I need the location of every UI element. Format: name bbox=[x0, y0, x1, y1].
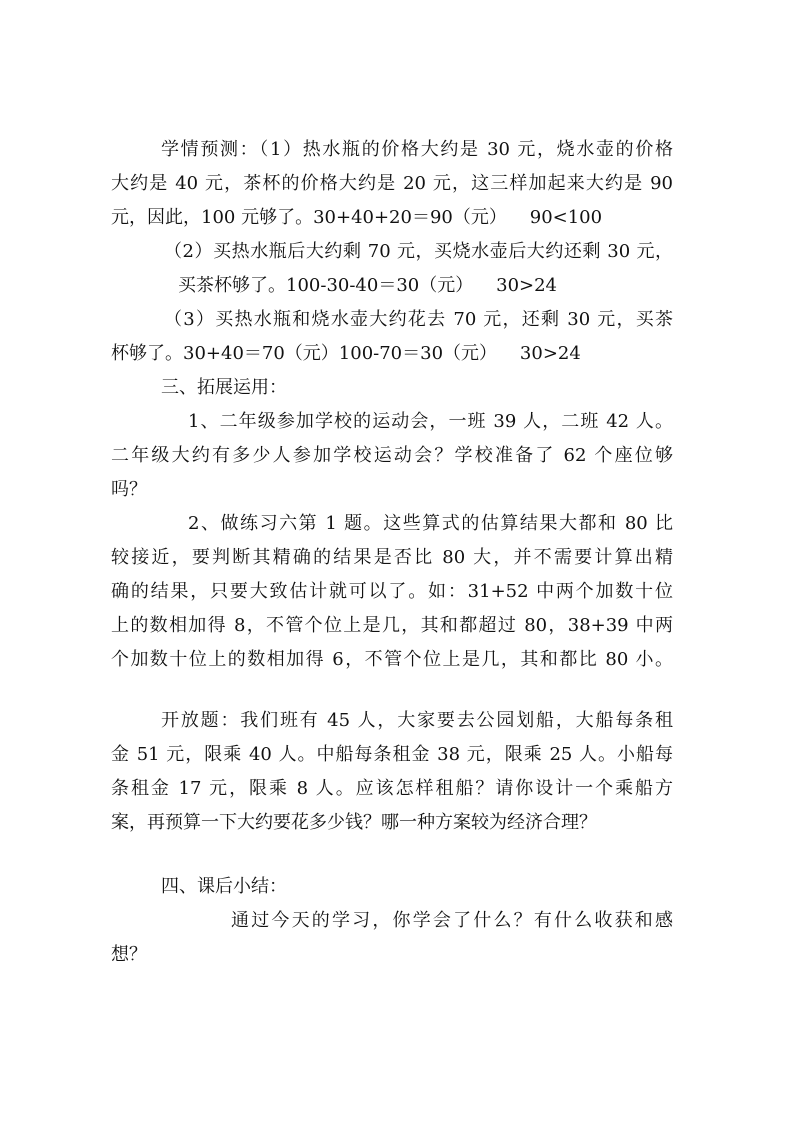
extension-q2-line2: 较接近，要判断其精确的结果是否比 80 大，并不需要计算出精 bbox=[111, 547, 673, 568]
extension-q1-line3: 吗？ bbox=[111, 479, 147, 500]
summary-line2: 想？ bbox=[111, 944, 147, 965]
prediction-p2-line1: （2）买热水瓶后大约剩 70 元，买烧水壶后大约还剩 30 元， bbox=[164, 241, 673, 262]
prediction-p2-line2: 买茶杯够了。100-30-40＝30（元） 30>24 bbox=[178, 275, 558, 296]
extension-q2-line1: 2、做练习六第 1 题。这些算式的估算结果大都和 80 比 bbox=[188, 513, 673, 534]
extension-q2-line4: 上的数相加得 8，不管个位上是几，其和都超过 80，38+39 中两 bbox=[111, 615, 673, 636]
prediction-p1-line3: 元，因此，100 元够了。30+40+20＝90（元） 90<100 bbox=[111, 207, 603, 228]
extension-q2-line5: 个加数十位上的数相加得 6，不管个位上是几，其和都比 80 小。 bbox=[111, 649, 673, 670]
prediction-p1-line2: 大约是 40 元，茶杯的价格大约是 20 元，这三样加起来大约是 90 bbox=[111, 173, 673, 194]
open-question-line3: 条租金 17 元，限乘 8 人。应该怎样租船？请你设计一个乘船方 bbox=[111, 778, 673, 799]
open-question-line2: 金 51 元，限乘 40 人。中船每条租金 38 元，限乘 25 人。小船每 bbox=[111, 744, 673, 765]
open-question-line1: 开放题：我们班有 45 人，大家要去公园划船，大船每条租 bbox=[161, 710, 673, 731]
extension-q1-line2: 二年级大约有多少人参加学校运动会？学校准备了 62 个座位够 bbox=[111, 445, 673, 466]
extension-q1-line1: 1、二年级参加学校的运动会，一班 39 人，二班 42 人。 bbox=[188, 411, 673, 432]
summary-line1: 通过今天的学习，你学会了什么？有什么收获和感 bbox=[231, 910, 673, 931]
open-question-line4: 案，再预算一下大约要花多少钱？哪一种方案较为经济合理？ bbox=[111, 812, 597, 833]
prediction-p3-line2: 杯够了。30+40＝70（元）100-70＝30（元） 30>24 bbox=[111, 343, 581, 364]
summary-heading: 四、课后小结： bbox=[161, 876, 287, 897]
extension-heading: 三、拓展运用： bbox=[161, 377, 287, 398]
prediction-p1-line1: 学情预测：（1）热水瓶的价格大约是 30 元，烧水壶的价格 bbox=[161, 139, 673, 160]
extension-q2-line3: 确的结果，只要大致估计就可以了。如：31+52 中两个加数十位 bbox=[111, 581, 673, 602]
prediction-p3-line1: （3）买热水瓶和烧水壶大约花去 70 元，还剩 30 元，买茶 bbox=[164, 309, 673, 330]
